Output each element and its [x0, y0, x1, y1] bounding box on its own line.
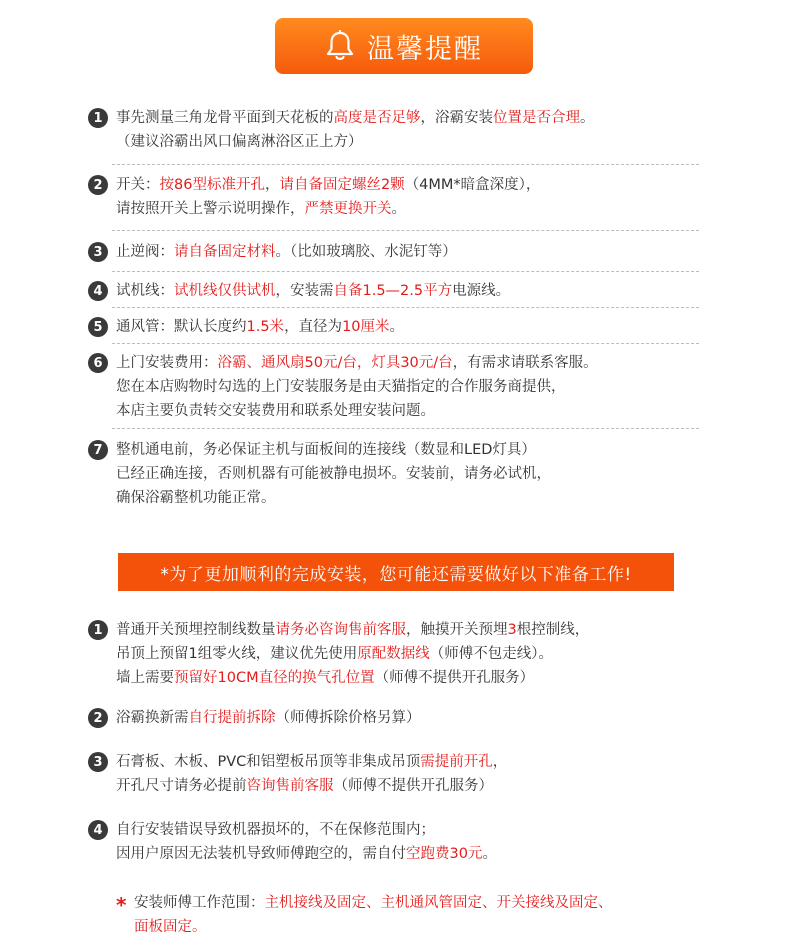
text-segment: ，安装需	[275, 283, 334, 299]
text-segment: 。	[482, 846, 497, 862]
item-number-badge: 1	[88, 108, 108, 128]
highlight-text: 咨询售前客服	[246, 778, 334, 794]
text-line	[116, 438, 536, 462]
dashed-divider	[112, 343, 699, 344]
highlight-text: 10厘米	[342, 319, 390, 335]
text-line	[116, 173, 540, 197]
text-segment: 根控制线，	[516, 622, 590, 638]
text-segment: 确保浴霸整机功能正常。	[116, 490, 276, 506]
text-segment: 开孔尺寸请务必提前	[116, 778, 247, 794]
highlight-text: 高度是否足够	[333, 110, 421, 126]
text-segment: 已经正确连接，否则机器有可能被静电损坏。安装前，请务必试机，	[116, 466, 551, 482]
text-segment: 石膏板、木板、PVC和铝塑板吊顶等非集成吊顶	[116, 754, 421, 770]
text-segment: 请按照开关上警示说明操作，	[116, 201, 305, 217]
text-line	[116, 197, 406, 221]
item-number-badge: 7	[88, 440, 108, 460]
item-number-badge: 2	[88, 175, 108, 195]
text-line	[116, 399, 435, 423]
text-segment: （4MM*暗盒深度），	[404, 177, 541, 193]
text-segment: 普通开关预埋控制线数量	[116, 622, 276, 638]
asterisk-mark: *	[116, 893, 127, 917]
text-line	[116, 240, 457, 264]
highlight-text: 自备1.5—2.5平方	[333, 283, 453, 299]
prep-banner: *为了更加顺利的完成安装，您可能还需要做好以下准备工作!	[118, 553, 674, 591]
highlight-text: 按86型标准开孔	[159, 177, 265, 193]
text-segment: 自行安装错误导致机器损坏的，不在保修范围内；	[116, 822, 435, 838]
dashed-divider	[112, 230, 699, 231]
highlight-text: 请自备固定螺丝2颗	[279, 177, 405, 193]
text-segment: 事先测量三角龙骨平面到天花板的	[116, 110, 334, 126]
text-segment: ，	[264, 177, 280, 193]
text-line	[116, 774, 493, 798]
dashed-divider	[112, 164, 699, 165]
text-line	[116, 130, 363, 154]
text-segment: 。	[580, 110, 595, 126]
text-segment: 上门安装费用：	[116, 355, 218, 371]
text-segment: ，触摸开关预埋	[406, 622, 508, 638]
text-segment: 试机线：	[116, 283, 174, 299]
text-line	[116, 750, 507, 774]
text-line	[116, 706, 421, 730]
highlight-text: 严禁更换开关	[304, 201, 392, 217]
text-line	[134, 915, 207, 939]
text-line	[116, 666, 534, 690]
text-line	[116, 351, 598, 375]
text-segment: 吊顶上预留1组零火线，建议优先使用	[116, 646, 358, 662]
item-number-badge: 6	[88, 353, 108, 373]
text-segment: ，直径为	[284, 319, 343, 335]
text-segment: （建议浴霸出风口偏离淋浴区正上方）	[116, 134, 363, 150]
item-number-badge: 1	[88, 620, 108, 640]
highlight-text: 需提前开孔	[420, 754, 493, 770]
text-line	[116, 486, 276, 510]
text-segment: ，浴霸安装	[420, 110, 493, 126]
highlight-text: 浴霸、通风扇50元/台，灯具30元/台	[217, 355, 453, 371]
text-segment: 您在本店购物时勾选的上门安装服务是由天猫指定的合作服务商提供，	[116, 379, 566, 395]
item-number-badge: 3	[88, 752, 108, 772]
text-line	[116, 818, 435, 842]
text-line	[116, 106, 595, 130]
dashed-divider	[112, 307, 699, 308]
highlight-text: 请务必咨询售前客服	[275, 622, 406, 638]
highlight-text: 请自备固定材料	[174, 244, 276, 260]
text-segment: 整机通电前，务必保证主机与面板间的连接线（数显和LED灯具）	[116, 442, 536, 458]
text-line	[116, 315, 404, 339]
highlight-text: 位置是否合理	[493, 110, 580, 126]
highlight-text: 空跑费30元	[406, 846, 483, 862]
item-number-badge: 4	[88, 281, 108, 301]
text-line	[116, 375, 566, 399]
text-segment: （师傅不提供开孔服务）	[333, 778, 493, 794]
text-segment: （师傅拆除价格另算）	[275, 710, 421, 726]
highlight-text: 预留好10CM直径的换气孔位置	[174, 670, 375, 686]
highlight-text: 1.5米	[246, 319, 285, 335]
text-line	[116, 642, 553, 666]
item-number-badge: 4	[88, 820, 108, 840]
text-segment: 电源线。	[452, 283, 511, 299]
text-segment: 。（比如玻璃胶、水泥钉等）	[275, 244, 457, 260]
text-line	[116, 462, 551, 486]
page-title: 温馨提醒	[367, 33, 483, 65]
text-segment: 开关：	[116, 177, 160, 193]
text-segment: （师傅不提供开孔服务）	[374, 670, 535, 686]
text-segment: 。	[389, 319, 405, 335]
text-segment: 通风管：默认长度约	[116, 319, 247, 335]
item-number-badge: 2	[88, 708, 108, 728]
item-number-badge: 3	[88, 242, 108, 262]
text-segment: 因用户原因无法装机导致师傅跑空的，需自付	[116, 846, 406, 862]
highlight-text: 3	[507, 622, 517, 638]
highlight-text: 试机线仅供试机	[174, 283, 276, 299]
text-segment: ，有需求请联系客服。	[452, 355, 598, 371]
highlight-text: 原配数据线	[357, 646, 430, 662]
text-line	[116, 279, 510, 303]
item-number-badge: 5	[88, 317, 108, 337]
text-segment: ，	[492, 754, 508, 770]
highlight-text: 主机接线及固定、主机通风管固定、开关接线及固定、	[264, 895, 613, 911]
text-segment: 。	[391, 201, 406, 217]
text-segment: 墙上需要	[116, 670, 174, 686]
bell-icon	[325, 30, 355, 62]
text-segment: 本店主要负责转交安装费用和联系处理安装问题。	[116, 403, 435, 419]
highlight-text: 自行提前拆除	[188, 710, 276, 726]
text-segment: 安装师傅工作范围：	[134, 895, 265, 911]
dashed-divider	[112, 428, 699, 429]
highlight-text: 面板固定。	[134, 919, 207, 935]
text-segment: （师傅不包走线）。	[429, 646, 553, 662]
title-banner	[275, 18, 533, 74]
text-segment: 浴霸换新需	[116, 710, 189, 726]
text-line	[116, 618, 589, 642]
dashed-divider	[112, 271, 699, 272]
text-segment: 止逆阀：	[116, 244, 174, 260]
text-line	[116, 842, 497, 866]
text-line	[134, 891, 613, 915]
